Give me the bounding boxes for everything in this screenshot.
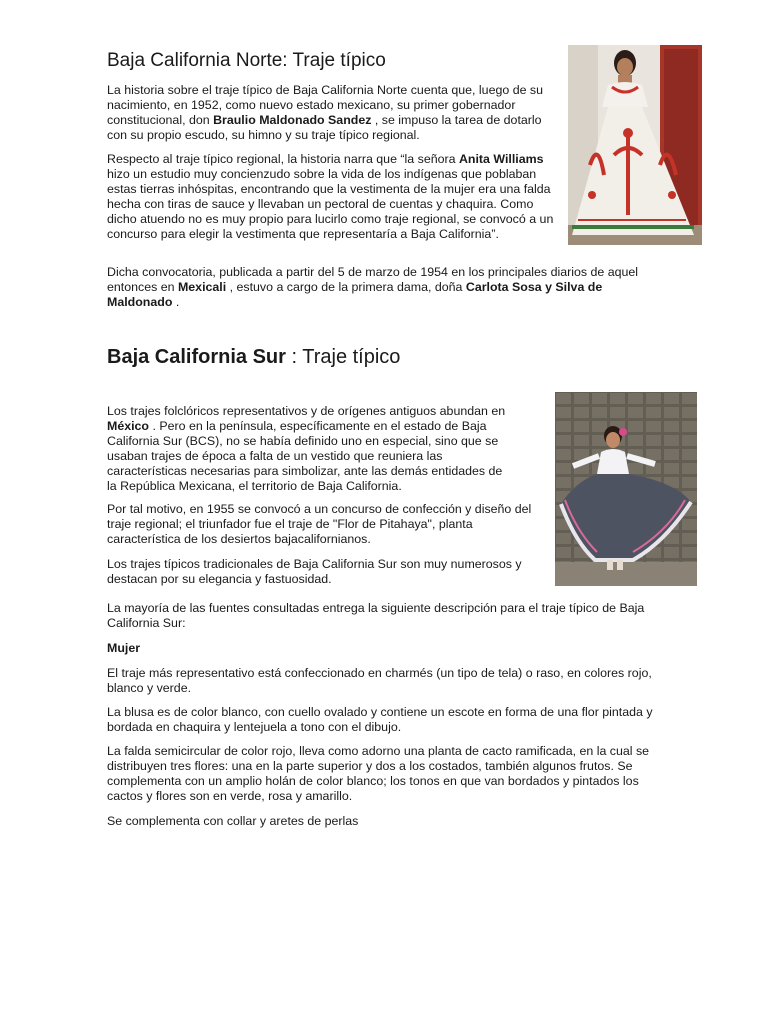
- norte-p3-bold-name: Carlota Sosa y Silva de Maldonado: [107, 280, 603, 309]
- section-title-norte: Baja California Norte: Traje típico: [107, 50, 386, 71]
- norte-paragraph-1: [107, 83, 557, 143]
- photo-traje-norte: [568, 45, 702, 245]
- norte-p2-bold-name: Anita Williams: [458, 152, 544, 166]
- section-title-sur: [107, 346, 400, 369]
- section-title-sur-rest: : Traje típico: [285, 346, 401, 368]
- sur-p5-text: El traje más representativo está confeccionado en charmés (un tipo de tela) o raso, en colores rojo, blanco y verde.: [107, 666, 652, 695]
- sur-p1-text-a: Los trajes folclóricos representativos y de orígenes antiguos abundan en: [107, 404, 506, 418]
- sur-p1-text-c: . Pero en la península, específicamente en el estado de Baja California Sur (BCS), no se había definido uno en especial, sino que se usaban trajes de época a falta de un vestido que reuniera las características necesarias para simbolizar, ante las demás entidades de la República Mexicana, el territorio de Baja California.: [107, 419, 503, 493]
- sur-p2-text: Por tal motivo, en 1955 se convocó a un concurso de confección y diseño del traje regional; el triunfador fue el traje de "Flor de Pitahaya", planta característica de los desiertos bajacalifornianos.: [107, 502, 532, 546]
- norte-paragraph-3: [107, 265, 652, 310]
- norte-p3-bold-city: Mexicali: [177, 280, 227, 294]
- mujer-heading: Mujer: [107, 641, 141, 655]
- sur-mujer-heading: [107, 641, 663, 656]
- sur-p7-text: La falda semicircular de color rojo, lleva como adorno una planta de cacto ramificada, en la cual se distribuyen tres flores: una en la parte superior y dos a los costados, también algunos frutos. Se complementa con un amplio holán de color blanco; los tonos en que van bordados y pintados los cactos y flores son en verde, rosa y amarillo.: [107, 744, 650, 803]
- sur-paragraph-8: [107, 814, 663, 829]
- norte-p2-text-c: hizo un estudio muy concienzudo sobre la vida de los indígenas que poblaban estas tierras inhóspitas, encontrando que la vestimenta de la mujer era una falda hecha con tiras de sauce y llevaban un pectoral de cuentas y chaquira. Como dicho atuendo no es muy propio para lucirlo como traje regional, se convocó a un concurso para elegir la vestimenta que representaría a Baja California”.: [107, 167, 554, 241]
- sur-paragraph-5: [107, 666, 663, 696]
- norte-p1-text-a: La historia sobre el traje típico de Baja California Norte cuenta que, luego de su nacimiento, en 1952, como nuevo estado mexicano, su primer gobernador constitucional, don: [107, 83, 544, 127]
- norte-p3-text-e: .: [172, 295, 180, 309]
- norte-p1-text-c: , se impuso la tarea de dotarlo con su propio escudo, su himno y su traje típico regional.: [107, 113, 542, 142]
- photo-traje-sur: [555, 392, 697, 586]
- section-title-sur-bold: Baja California Sur: [107, 346, 286, 368]
- norte-p3-text-a: Dicha convocatoria, publicada a partir del 5 de marzo de 1954 en los principales diarios de aquel entonces en: [107, 265, 639, 294]
- sur-paragraph-1: [107, 404, 507, 494]
- norte-p1-bold-governor: Braulio Maldonado Sandez: [213, 113, 372, 127]
- sur-p4-text: La mayoría de las fuentes consultadas entrega la siguiente descripción para el traje típico de Baja California Sur:: [107, 601, 645, 630]
- norte-p2-text-a: Respecto al traje típico regional, la historia narra que “la señora: [107, 152, 459, 166]
- sur-p3-text: Los trajes típicos tradicionales de Baja California Sur son muy numerosos y destacan por su elegancia y fastuosidad.: [107, 557, 522, 586]
- norte-paragraph-2: [107, 152, 562, 242]
- sur-paragraph-4: [107, 601, 663, 631]
- norte-p3-text-c: , estuvo a cargo de la primera dama, doña: [226, 280, 466, 294]
- sur-paragraph-3: [107, 557, 537, 587]
- sur-paragraph-2: [107, 502, 542, 547]
- sur-p6-text: La blusa es de color blanco, con cuello ovalado y contiene un escote en forma de una flor pintada y bordada en chaquira y lentejuela a tono con el dibujo.: [107, 705, 653, 734]
- sur-p8-text: Se complementa con collar y aretes de perlas: [107, 814, 359, 828]
- sur-paragraph-7: [107, 744, 663, 804]
- sur-p1-bold-country: México: [107, 419, 150, 433]
- sur-paragraph-6: [107, 705, 663, 735]
